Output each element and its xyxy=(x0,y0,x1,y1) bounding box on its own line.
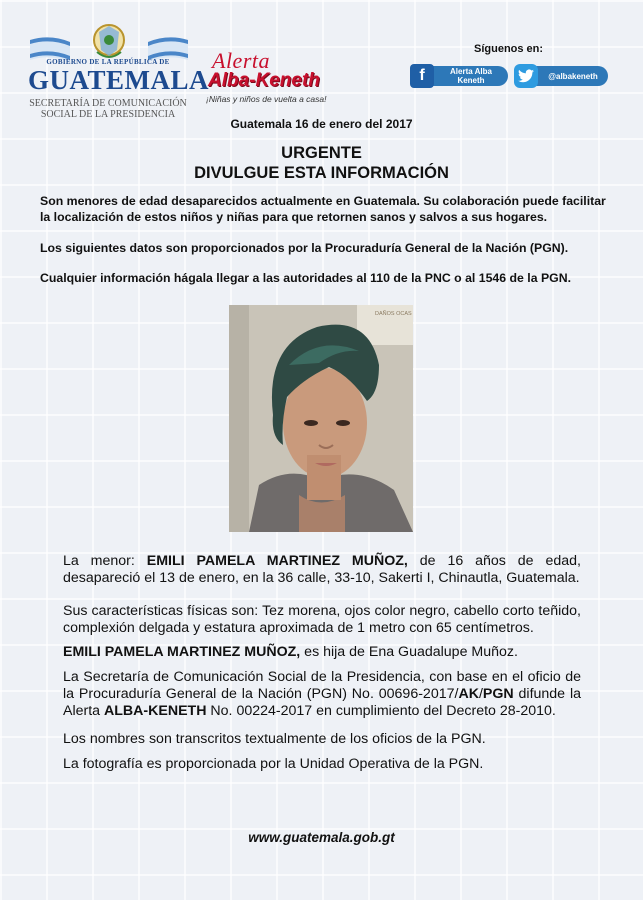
parent-info xyxy=(63,644,581,661)
alba-keneth-wordmark: Alba-Keneth xyxy=(208,70,320,91)
urgent-title xyxy=(0,143,643,183)
twitter-bird-icon xyxy=(514,64,538,88)
secretaria-line-1: SECRETARÍA DE COMUNICACIÓN xyxy=(29,98,187,109)
website-link[interactable]: www.guatemala.gob.gt xyxy=(248,830,395,845)
title-line-2: DIVULGUE ESTA INFORMACIÓN xyxy=(194,164,449,182)
intro-paragraph-1: Son menores de edad desaparecidos actualmente en Guatemala. Su colaboración puede facilitar la localización de estos niños y niñas para que retornen sanos y salvos a sus hogares. xyxy=(40,194,606,224)
b4-pgn: PGN xyxy=(482,686,514,702)
b1-rest: de 16 años de edad, desapareció el 13 de enero, en la 36 calle, 33-10, Sakerti I, Chinautla, Guatemala. xyxy=(63,553,581,586)
b4-part-3: No. 00224-2017 en cumplimiento del Decreto 28-2010. xyxy=(206,703,556,719)
government-label: GOBIERNO DE LA REPÚBLICA DE xyxy=(46,58,170,66)
b4-slash: / xyxy=(478,686,483,702)
facebook-icon: f xyxy=(410,64,434,88)
intro-paragraph-2: Los siguientes datos son proporcionados por la Procuraduría General de la Nación (PGN). xyxy=(40,241,569,255)
alerta-wordmark: Alerta xyxy=(212,48,270,73)
facebook-button[interactable] xyxy=(412,66,508,86)
follow-us-label: Síguenos en: xyxy=(474,43,544,55)
guatemala-government-logo xyxy=(28,22,210,132)
physical-characteristics: Sus características físicas son: Tez morena, ojos color negro, cabello corto teñido, complexión delgada y estatura aproximada de 1 metro con 65 centímetros. xyxy=(63,603,581,636)
secretaria-line-2: SOCIAL DE LA PRESIDENCIA xyxy=(40,109,176,120)
b4-part-2: difunde la Alerta xyxy=(63,686,581,719)
missing-person-photo xyxy=(229,305,413,532)
twitter-label: @albakeneth xyxy=(548,71,598,81)
photo-sign-text: DAÑOS OCAS xyxy=(375,311,412,317)
country-name: GUATEMALA xyxy=(28,65,210,95)
menor-name: EMILI PAMELA MARTINEZ MUÑOZ, xyxy=(146,553,408,569)
alba-keneth-tagline: ¡Niñas y niños de vuelta a casa! xyxy=(206,94,327,104)
b1-prefix: La menor: xyxy=(63,553,147,569)
b4-part-1: La Secretaría de Comunicación Social de la Presidencia, con base en el oficio de la Procuraduría General de la Nación (PGN) No. 00696-2017/ xyxy=(63,669,581,702)
b4-alba-keneth: ALBA-KENETH xyxy=(104,703,207,719)
twitter-button[interactable] xyxy=(516,66,608,86)
b4-ak: AK xyxy=(458,686,479,702)
document-date: Guatemala 16 de enero del 2017 xyxy=(230,117,413,131)
names-note: Los nombres son transcritos textualmente de los oficios de la PGN. xyxy=(63,731,486,747)
secretaria-statement xyxy=(63,669,581,720)
menor-description xyxy=(63,553,581,587)
photo-note: La fotografía es proporcionada por la Unidad Operativa de la PGN. xyxy=(63,756,484,772)
b3-rest: es hija de Ena Guadalupe Muñoz. xyxy=(300,644,518,660)
menor-name-2: EMILI PAMELA MARTINEZ MUÑOZ, xyxy=(63,644,301,660)
intro-paragraph-3: Cualquier información hágala llegar a las autoridades al 110 de la PNC o al 1546 de la PGN. xyxy=(40,271,572,285)
facebook-label: Alerta Alba Keneth xyxy=(450,67,492,85)
alba-keneth-logo xyxy=(206,48,336,112)
coat-of-arms-icon xyxy=(91,22,127,60)
title-line-1: URGENTE xyxy=(281,144,362,162)
